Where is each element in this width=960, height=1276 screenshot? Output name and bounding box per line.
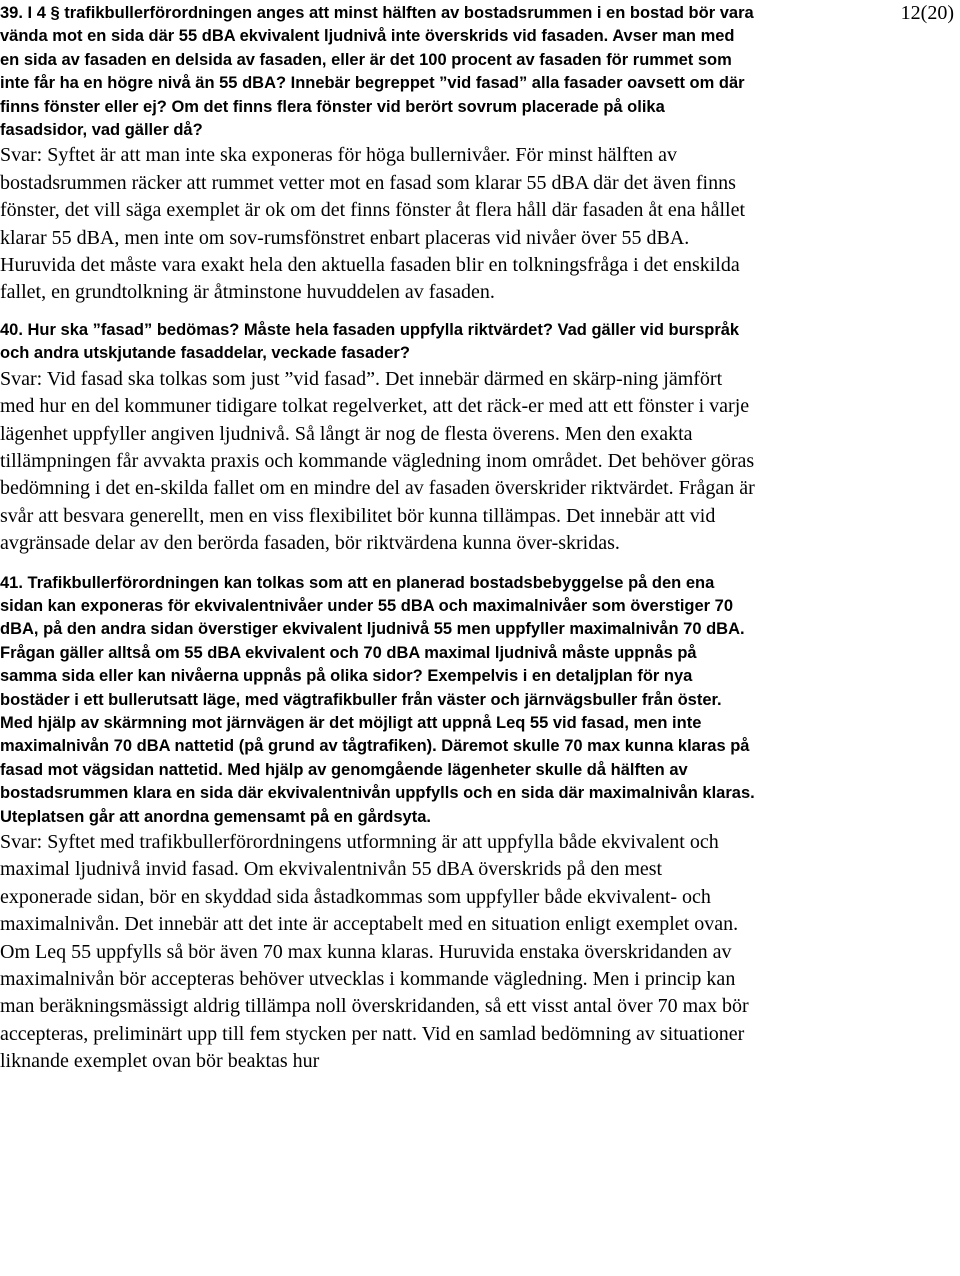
page-content: [0, 2, 755, 1076]
answer-text: Vid fasad ska tolkas som just ”vid fasad”. Det innebär därmed en skärp-ning jämfört med hur en del kommuner tidigare tolkat regelverket, att det räck-er med att ett fönster i varje lägenhet uppfyller angiven ljudnivå. Så långt är nog de flesta överens. Men den exakta tillämpningen får avvakta praxis och kommande vägledning inom området. Det behöver göras bedömning i det en-skilda fallet om en mindre del av fasaden överskrider riktvärdet. Frågan är svår att besvara generellt, men en viss flexibilitet bör kunna tillämpas. Det innebär att vid avgränsade delar av den berörda fasaden, bör riktvärdena kunna över-skridas.: [0, 367, 755, 555]
answer-41: [0, 829, 755, 1076]
answer-label: Svar: [0, 831, 37, 853]
question-39: 39. I 4 § trafikbullerförordningen anges att minst hälften av bostadsrummen i en bostad bör vara vända mot en sida där 55 dBA ekvivalent ljudnivå inte överskrids vid fasaden. Avser man med en sida av fasaden en delsida av fasaden, eller är det 100 procent av fasaden för rummet som inte får ha en högre nivå än 55 dBA? Innebär begreppet ”vid fasad” alla fasader oavsett om där finns fönster eller ej? Om det finns flera fönster vid berört sovrum placerade på olika fasadsidor, vad gäller då?: [0, 4, 754, 140]
answer-label: Svar:: [0, 144, 43, 167]
answer-text: Syftet är att man inte ska exponeras för höga bullernivåer. För minst hälften av bostadsrummen räcker att rummet vetter mot en fasad som klarar 55 dBA där det även finns fönster, det vill säga exemplet är ok om det finns fönster åt flera håll där fasaden åt ena hållet klarar 55 dBA, men inte om sov-rumsfönstret enbart placeras vid nivåer över 55 dBA. Huruvida det måste vara exakt hela den aktuella fasaden blir en tolkningsfråga i det enskilda fallet, en grundtolkning är åtminstone huvuddelen av fasaden.: [0, 144, 746, 304]
question-41: 41. Trafikbullerförordningen kan tolkas som att en planerad bostadsbebyggelse på den ena sidan kan exponeras för ekvivalentnivåer under 55 dBA och maximalnivåer som överstiger 70 dBA, på den andra sidan överstiger ekvivalent ljudnivå 55 men uppfyller maximalnivån 70 dBA. Frågan gäller alltså om 55 dBA ekvivalent och 70 dBA maximal ljudnivå måste uppnås på samma sida eller kan nivåerna uppnås på olika sidor? Exempelvis i en detaljplan för nya bostäder i ett bullerutsatt läge, med vägtrafikbuller från väster och järnvägsbuller från öster. Med hjälp av skärmning mot järnvägen är det möjligt att uppnå Leq 55 vid fasad, men inte maximalnivån 70 dBA nattetid (på grund av tågtrafiken). Däremot skulle 70 max kunna klaras på fasad mot vägsidan nattetid. Med hjälp av genomgående lägenheter skulle då hälften av bostadsrummen klara en sida där ekvivalentnivån uppfylls och en sida där maximalnivån klaras. Uteplatsen går att anordna gemensamt på en gårdsyta.: [0, 573, 755, 826]
question-40: 40. Hur ska ”fasad” bedömas? Måste hela fasaden uppfylla riktvärdet? Vad gäller vid burspråk och andra utskjutande fasaddelar, veckade fasader?: [0, 320, 740, 363]
answer-text: : Syftet med trafikbullerförordningens utformning är att uppfylla både ekvivalent och maximal ljudnivå invid fasad. Om ekvivalentnivån 55 dBA överskrids på den mest exponerade sidan, bör en skyddad sida åstadkommas som uppfyller både ekvivalent- och maximalnivån. Det innebär att det inte är acceptabelt med en situation enligt exemplet ovan. Om Leq 55 uppfylls så bör även 70 max kunna klaras. Huruvida enstaka överskridanden av maximalnivån bör accepteras behöver utvecklas i kommande vägledning. Men i princip kan man beräkningsmässigt aldrig tillämpa noll överskridanden, så ett visst antal över 70 max bör accepteras, preliminärt upp till fem stycken per natt. Vid en samlad bedömning av situationer liknande exemplet ovan bör beaktas hur: [0, 831, 749, 1073]
answer-39: [0, 142, 755, 306]
page-number: 12(20): [900, 2, 954, 24]
answer-40: [0, 366, 755, 558]
answer-label: Svar:: [0, 367, 43, 390]
